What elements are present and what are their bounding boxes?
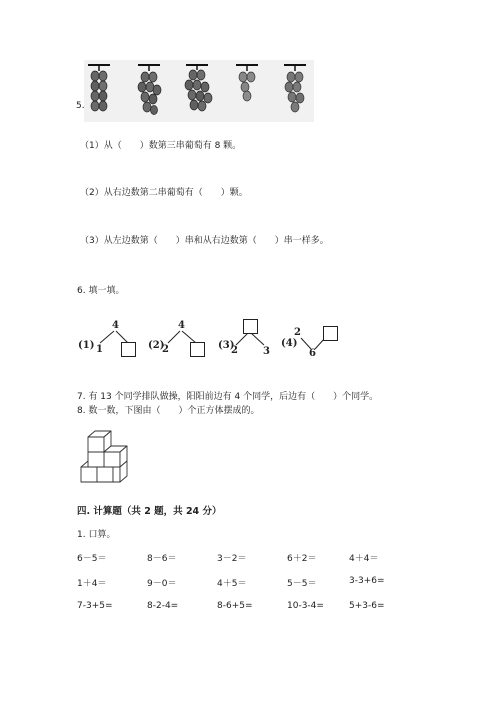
calc-item: 5－5＝ <box>287 579 317 589</box>
grapes-illustration <box>84 60 314 122</box>
bond-left-number: 2 <box>162 344 169 355</box>
question-5-number: 5. <box>76 101 85 111</box>
section-4-heading: 四. 计算题（共 2 题，共 24 分） <box>77 506 222 517</box>
question-8: 8. 数一数，下图由（ ）个正方体摆成的。 <box>77 406 260 416</box>
calc-item: 8－6＝ <box>147 554 177 564</box>
bond-top-number: 4 <box>112 320 119 331</box>
calc-item: 8-6+5= <box>217 601 253 611</box>
bond-right-number: 3 <box>263 346 270 357</box>
calc-item: 1＋4＝ <box>77 579 107 589</box>
bond-left-number: 2 <box>294 327 301 338</box>
bond-label: (4) <box>281 338 298 349</box>
question-5-sub3: （3）从左边数第（ ）串和从右边数第（ ）串一样多。 <box>80 236 329 246</box>
calc-item: 9－0＝ <box>147 579 177 589</box>
cubes-figure <box>78 428 138 486</box>
calc-item: 8-2-4= <box>147 601 179 611</box>
calc-item: 10-3-4= <box>287 601 324 611</box>
bond-label: (1) <box>78 340 95 351</box>
answer-box[interactable] <box>121 342 136 357</box>
question-5-sub2: （2）从右边数第二串葡萄有（ ）颗。 <box>80 188 248 198</box>
question-6-title: 6. 填一填。 <box>77 286 125 296</box>
bond-bottom-number: 6 <box>309 348 316 359</box>
calc-item: 5+3-6= <box>349 601 385 611</box>
number-bond-2 <box>146 318 216 363</box>
bond-label: (2) <box>148 340 165 351</box>
calc-item: 4＋4＝ <box>349 554 379 564</box>
answer-box[interactable] <box>190 342 205 357</box>
bond-left-number: 2 <box>231 345 238 356</box>
number-bond-1 <box>76 318 146 363</box>
calc-item: 3-3+6= <box>349 576 385 586</box>
calc-item: 6－5＝ <box>77 554 107 564</box>
calc-item: 3－2＝ <box>217 554 247 564</box>
calc-question-1-title: 1. 口算。 <box>77 530 116 540</box>
bond-label: (3) <box>218 340 235 351</box>
bond-top-number: 4 <box>178 320 185 331</box>
calc-item: 7-3+5= <box>77 601 113 611</box>
bond-left-number: 1 <box>96 344 103 355</box>
number-bond-4 <box>281 318 351 363</box>
answer-box[interactable] <box>243 319 258 334</box>
question-5-sub1: （1）从（ ）数第三串葡萄有 8 颗。 <box>80 141 242 151</box>
answer-box[interactable] <box>323 326 338 341</box>
calc-item: 6＋2＝ <box>287 554 317 564</box>
question-7: 7. 有 13 个同学排队做操，阳阳前边有 4 个同学，后边有（ ）个同学。 <box>77 392 379 402</box>
calc-item: 4＋5＝ <box>217 579 247 589</box>
number-bond-3 <box>218 316 288 361</box>
